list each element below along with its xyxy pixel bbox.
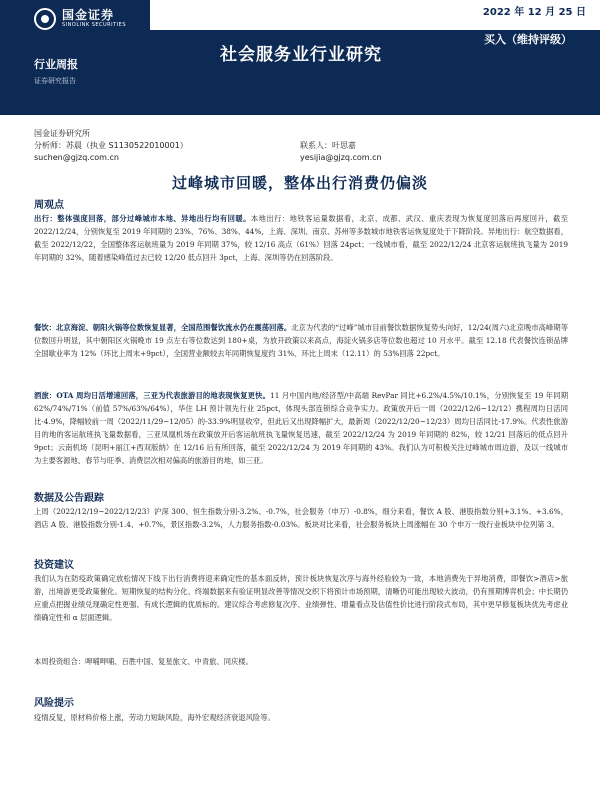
industry-title: 社会服务业行业研究 (220, 45, 382, 65)
logo-en-text: SINOLINK SECURITIES (62, 22, 126, 28)
contact-info: 联系人：叶思嘉 (300, 141, 356, 150)
section-heading-weekly: 周观点 (34, 200, 64, 211)
section-heading-data: 数据及公告跟踪 (34, 493, 104, 504)
report-subtype: 证券研究报告 (34, 77, 76, 85)
paragraph-portfolio: 本周投资组合：呷哺呷哺、百胜中国、复星旅文、中青旅、同庆楼。 (34, 657, 253, 666)
paragraph-data: 上周（2022/12/19~2022/12/23）沪深 300、恒生指数分别-3.2%、-0.7%，社会服务（申万）-0.8%，细分来看，餐饮 A 股、港股指数分别+3.1%、+3.6%，酒店 A 股、港股指数分别-1.4、+0.7%，景区指数-3.2%，人力服务指数-0.03%。板块对比来看，社会服务板块上周涨幅在 30 个申万一级行业板块中位列第 3。 (34, 507, 568, 529)
paragraph-dining (34, 321, 568, 360)
company-logo (34, 8, 126, 30)
rating-badge: 买入（维持评级） (484, 33, 572, 46)
paragraph-hotel-tourism (34, 389, 568, 467)
paragraph-lead: 出行：整体强度回落，部分过峰城市本地、异地出行均有回暖。 (34, 214, 251, 223)
section-heading-risk: 风险提示 (34, 698, 74, 709)
analyst-info: 分析师：苏晨（执业 S1130522010001） (34, 141, 188, 150)
contact-email[interactable]: yesijia@gjzq.com.cn (300, 153, 382, 162)
report-title: 过峰城市回暖，整体出行消费仍偏淡 (171, 174, 428, 192)
logo-circle-icon (34, 8, 56, 30)
report-date: 2022 年 12 月 25 日 (482, 7, 586, 18)
paragraph-invest: 我们认为在防疫政策确定放松情况下线下出行消费将迎来确定性的基本面反转，预计板块恢复次序与海外经验较为一致，本地消费先于异地消费，即餐饮>酒店>旅游，出境游更受政策催化。短期恢复的结构分化、终端数据来有验证明显改善等情况交织下将预计市场预期，清晰仍可能出现较大波动，仍有预期博弈机会；中长期仍应重点把握业绩兑现确定性更强、有成长逻辑的优质标的。建议综合考虑修复次序、业绩弹性、增量看点及估值性价比进行阶段式布局，其中更早修复板块优先考虑业绩确定性和 α 层面逻辑。 (34, 574, 568, 622)
paragraph-body: 北京为代表的“过峰”城市目前餐饮数据恢复势头向好，12/24(周六)北京晚市高峰期等位数回升明显，其中朝阳区火锅晚市 19 点左右等位数达到 180+桌，为放开政策以来高点，海淀火锅多店等位数也超过 10 月水平。截至 12.18 代表餐饮连锁品牌全国歇业率为 12%（环比上周末+9pct），全国营业额较去年同期恢复度约 31%、环比上周末（12.11）的 53%回落 22pct。 (34, 323, 569, 358)
paragraph-body: 11 月中国内地/经济型/中高端 RevPar 同比+6.2%/4.5%/10.1%，分别恢复至 19 年同期 62%/74%/71%（前值 57%/63%/64%），华住 LH 预计领先行业 25pct，体现头部连锁综合竞争实力。政策放开后一周（2022/12/6~12/12）携程周均日活同比-4.9%，降幅较前一周（2022/11/29~12/05）的-33.9%明显收窄，但此后又出现降幅扩大，最新周（2022/12/20~12/23）周均日活同比-17.9%。代表性旅游目的地的客运航班执飞量数据看，三亚凤凰机场在政策放开后客运航班执飞量恢复迅速，截至 2022/12/24 为 2019 年同期的 82%，较 12/21 回落后的低点回升 9pct；云南机场（昆明+丽江+西双版纳）在 12/16 后有所回落，截至 2022/12/24 为 2019 年同期的 43%。我们认为可积极关注过峰城市周边游，及以一线城市为主要客源地、春节与旺季、消费层次相对偏高的旅游目的地，如三亚。 (34, 391, 568, 465)
paragraph-body: 本地出行：地铁客运量数据看，北京、成都、武汉、重庆表现为恢复度回落后再度回升，截至 2022/12/24，分别恢复至 2019 年同期的 23%、76%、38%、44%，上海、深圳、南京、苏州等多数城市地铁客运恢复度处于下降阶段。异地出行：航空数据看，截至 2022/12/22，全国整体客运航班量为 2019 年同期 37%，较 12/16 高点（61%）回落 24pct；一线城市看，截至 2022/12/24 北京客运航班执飞量为 2019 年同期的 32%，随着感染峰值过去已较 12/20 低点回升 3pct，上海、深圳等仍在回落阶段。 (34, 214, 569, 262)
institute-name: 国金证券研究所 (34, 129, 90, 138)
analyst-email[interactable]: suchen@gjzq.com.cn (34, 153, 119, 162)
header-banner (0, 0, 600, 115)
paragraph-travel (34, 212, 568, 264)
section-heading-invest: 投资建议 (34, 560, 74, 571)
report-type: 行业周报 (34, 58, 78, 71)
paragraph-risk: 疫情反复，原材料价格上涨，劳动力短缺风险，海外宏观经济衰退风险等。 (34, 713, 275, 722)
paragraph-lead: 酒旅：OTA 周均日活增速回落，三亚为代表旅游目的地表现恢复更快。 (34, 391, 271, 400)
paragraph-lead: 餐饮：北京海淀、朝阳火锅等位数恢复显著，全国范围餐饮流水仍在震荡回落。 (34, 323, 292, 332)
logo-cn-text: 国金证券 (62, 8, 115, 22)
